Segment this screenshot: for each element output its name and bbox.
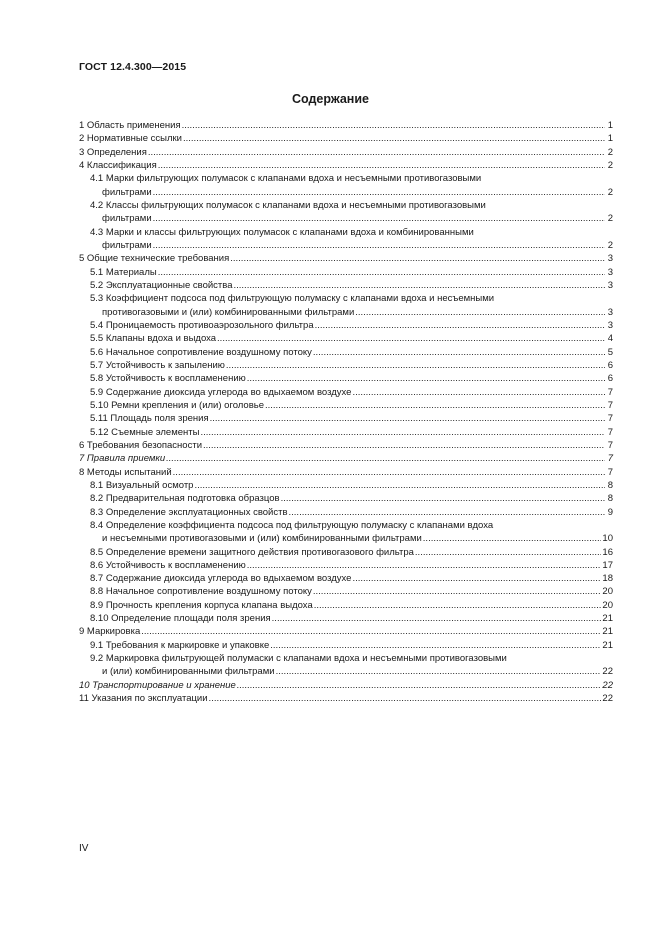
toc-entry-title-line: 8.4 Определение коэффициента подсоса под фильтрующую полумаску с клапанами вдоха (90, 519, 494, 531)
toc-page-number: 16 (602, 546, 613, 558)
dot-leader (194, 479, 605, 492)
toc-entry-title: 8.10 Определение площади поля зрения (90, 613, 271, 625)
toc-entry[interactable] (79, 466, 613, 479)
toc-page-number: 21 (602, 639, 613, 651)
toc-page-number: 3 (607, 266, 613, 278)
dot-leader (265, 399, 605, 412)
page-title: Содержание (291, 92, 369, 106)
toc-entry-title: 5.8 Устойчивость к воспламенению (90, 373, 246, 385)
toc-entry[interactable] (79, 372, 613, 385)
toc-page-number: 2 (607, 146, 613, 158)
toc-entry-title: фильтрами (102, 213, 152, 225)
toc-page-number: 3 (607, 253, 613, 265)
toc-page-number: 1 (607, 133, 613, 145)
dot-leader (200, 426, 605, 439)
dot-leader (182, 119, 605, 132)
dot-leader (153, 186, 605, 199)
toc-entry-title: 8.2 Предварительная подготовка образцов (90, 493, 280, 505)
toc-entry-title: 6 Требования безопасности (79, 439, 202, 451)
dot-leader (141, 625, 601, 638)
toc-entry[interactable] (79, 452, 613, 465)
dot-leader (276, 665, 602, 678)
dot-leader (203, 439, 605, 452)
toc-entry-title: 4 Классификация (79, 159, 157, 171)
toc-page-number: 8 (607, 493, 613, 505)
toc-page-number: 6 (607, 373, 613, 385)
toc-page-number: 22 (602, 693, 613, 705)
table-of-contents (79, 119, 613, 705)
toc-entry-title: 5.4 Проницаемость противоаэрозольного фильтра (90, 319, 314, 331)
toc-page-number: 20 (602, 599, 613, 611)
toc-page-number: 5 (607, 346, 613, 358)
toc-page-number: 7 (607, 386, 613, 398)
toc-entry[interactable] (79, 625, 613, 638)
toc-entry[interactable] (79, 479, 613, 492)
dot-leader (173, 466, 605, 479)
toc-page-number: 7 (607, 439, 613, 451)
toc-entry-title: 8.8 Начальное сопротивление воздушному потоку (90, 586, 312, 598)
toc-entry-title: 5.1 Материалы (90, 266, 157, 278)
toc-entry[interactable] (79, 346, 613, 359)
toc-entry-title: и (или) комбинированными фильтрами (102, 666, 275, 678)
toc-page-number: 22 (602, 666, 613, 678)
toc-entry[interactable] (79, 599, 613, 612)
toc-page-number: 2 (607, 186, 613, 198)
toc-page-number: 2 (607, 239, 613, 251)
toc-page-number: 3 (607, 319, 613, 331)
toc-entry[interactable] (79, 652, 613, 679)
dot-leader (270, 639, 601, 652)
toc-entry[interactable] (79, 639, 613, 652)
toc-entry-title: 5.11 Площадь поля зрения (90, 413, 209, 425)
toc-entry[interactable] (79, 159, 613, 172)
dot-leader (272, 612, 602, 625)
toc-page-number: 17 (602, 559, 613, 571)
dot-leader (247, 372, 605, 385)
dot-leader (217, 332, 605, 345)
toc-page-number: 7 (607, 466, 613, 478)
toc-entry[interactable] (79, 252, 613, 265)
toc-entry-title: 5.6 Начальное сопротивление воздушному потоку (90, 346, 312, 358)
toc-entry-title-line: 4.2 Классы фильтрующих полумасок с клапанами вдоха и несъемными противогазовыми (90, 199, 486, 211)
toc-entry[interactable] (79, 266, 613, 279)
toc-entry-title: противогазовыми и (или) комбинированными фильтрами (102, 306, 355, 318)
toc-page-number: 4 (607, 333, 613, 345)
toc-entry-title: 5.12 Съемные элементы (90, 426, 200, 438)
toc-page-number: 9 (607, 506, 613, 518)
toc-entry[interactable] (79, 226, 613, 253)
toc-entry-title: 5.7 Устойчивость к запылению (90, 359, 225, 371)
toc-entry-title: и несъемными противогазовыми и (или) комбинированными фильтрами (102, 533, 422, 545)
toc-entry-title-line: 4.1 Марки фильтрующих полумасок с клапанами вдоха и несъемными противогазовыми (90, 173, 482, 185)
toc-entry[interactable] (79, 172, 613, 199)
toc-entry-title: 5.9 Содержание диоксида углерода во вдыхаемом воздухе (90, 386, 352, 398)
toc-entry-title: 9 Маркировка (79, 626, 141, 638)
toc-entry-title: фильтрами (102, 239, 152, 251)
toc-page-number: 2 (607, 213, 613, 225)
toc-entry-title: 8.5 Определение времени защитного действия противогазового фильтра (90, 546, 414, 558)
dot-leader (313, 585, 602, 598)
dot-leader (230, 252, 605, 265)
toc-page-number: 18 (602, 573, 613, 585)
toc-entry[interactable] (79, 199, 613, 226)
toc-entry[interactable] (79, 292, 613, 319)
toc-entry[interactable] (79, 412, 613, 425)
toc-entry[interactable] (79, 559, 613, 572)
toc-page-number: 3 (607, 279, 613, 291)
dot-leader (315, 319, 605, 332)
toc-entry-title: 3 Определения (79, 146, 147, 158)
toc-page-number: 7 (607, 426, 613, 438)
toc-entry[interactable] (79, 692, 613, 705)
toc-entry-title: 5.10 Ремни крепления и (или) оголовье (90, 399, 264, 411)
toc-page-number: 3 (607, 306, 613, 318)
dot-leader (158, 266, 605, 279)
dot-leader (153, 212, 605, 225)
dot-leader (423, 532, 602, 545)
dot-leader (281, 492, 605, 505)
toc-entry[interactable] (79, 585, 613, 598)
toc-entry[interactable] (79, 519, 613, 546)
dot-leader (158, 159, 605, 172)
toc-entry-title: 9.1 Требования к маркировке и упаковке (90, 639, 270, 651)
toc-page-number: 7 (607, 399, 613, 411)
toc-entry[interactable] (79, 399, 613, 412)
dot-leader (226, 359, 605, 372)
dot-leader (415, 546, 602, 559)
dot-leader (355, 306, 605, 319)
toc-entry[interactable] (79, 546, 613, 559)
toc-entry[interactable] (79, 439, 613, 452)
toc-page-number: 6 (607, 359, 613, 371)
page-number: IV (79, 843, 89, 854)
toc-page-number: 8 (607, 479, 613, 491)
toc-entry-title-line: 9.2 Маркировка фильтрующей полумаски с клапанами вдоха и несъемными противогазовыми (90, 653, 507, 665)
toc-page-number: 21 (602, 613, 613, 625)
dot-leader (314, 599, 602, 612)
toc-entry[interactable] (79, 319, 613, 332)
toc-page-number: 1 (607, 120, 613, 131)
dot-leader (313, 346, 605, 359)
toc-entry-title: 11 Указания по эксплуатации (79, 693, 208, 705)
toc-entry-title-line: 4.3 Марки и классы фильтрующих полумасок с клапанами вдоха и комбинированными (90, 226, 474, 238)
dot-leader (247, 559, 602, 572)
toc-page-number: 10 (602, 533, 613, 545)
toc-entry-title: 5 Общие технические требования (79, 253, 230, 265)
toc-entry-title: 10 Транспортирование и хранение (79, 679, 236, 691)
document-header: ГОСТ 12.4.300—2015 (79, 61, 187, 73)
toc-entry[interactable] (79, 132, 613, 145)
dot-leader (166, 452, 605, 465)
toc-entry[interactable] (79, 119, 613, 132)
toc-page-number: 20 (602, 586, 613, 598)
toc-entry[interactable] (79, 679, 613, 692)
toc-entry-title: 8.6 Устойчивость к воспламенению (90, 559, 246, 571)
toc-entry[interactable] (79, 426, 613, 439)
toc-entry[interactable] (79, 572, 613, 585)
toc-entry-title: 8.1 Визуальный осмотр (90, 479, 194, 491)
toc-entry-title: 8.3 Определение эксплуатационных свойств (90, 506, 288, 518)
toc-entry-title: 5.2 Эксплуатационные свойства (90, 279, 233, 291)
toc-entry[interactable] (79, 332, 613, 345)
dot-leader (289, 506, 605, 519)
toc-entry[interactable] (79, 612, 613, 625)
toc-entry-title: 7 Правила приемки (79, 453, 166, 465)
toc-entry-title: фильтрами (102, 186, 152, 198)
dot-leader (352, 386, 605, 399)
dot-leader (210, 412, 605, 425)
dot-leader (148, 146, 605, 159)
toc-entry[interactable] (79, 506, 613, 519)
toc-entry-title: 8.7 Содержание диоксида углерода во вдыхаемом воздухе (90, 573, 352, 585)
dot-leader (153, 239, 605, 252)
toc-entry[interactable] (79, 359, 613, 372)
toc-entry-title: 2 Нормативные ссылки (79, 133, 182, 145)
toc-page-number: 21 (602, 626, 613, 638)
dot-leader (183, 132, 605, 145)
dot-leader (352, 572, 601, 585)
dot-leader (237, 679, 602, 692)
toc-entry[interactable] (79, 386, 613, 399)
toc-page-number: 2 (607, 159, 613, 171)
toc-entry[interactable] (79, 279, 613, 292)
toc-page-number: 7 (607, 413, 613, 425)
toc-page-number: 7 (607, 453, 613, 465)
toc-entry-title-line: 5.3 Коэффициент подсоса под фильтрующую полумаску с клапанами вдоха и несъемными (90, 293, 495, 305)
dot-leader (234, 279, 606, 292)
toc-entry-title: 5.5 Клапаны вдоха и выдоха (90, 333, 217, 345)
toc-entry-title: 1 Область применения (79, 120, 181, 131)
toc-entry[interactable] (79, 146, 613, 159)
dot-leader (209, 692, 602, 705)
toc-entry-title: 8.9 Прочность крепления корпуса клапана выдоха (90, 599, 313, 611)
toc-page-number: 22 (602, 679, 613, 691)
toc-entry[interactable] (79, 492, 613, 505)
toc-entry-title: 8 Методы испытаний (79, 466, 172, 478)
